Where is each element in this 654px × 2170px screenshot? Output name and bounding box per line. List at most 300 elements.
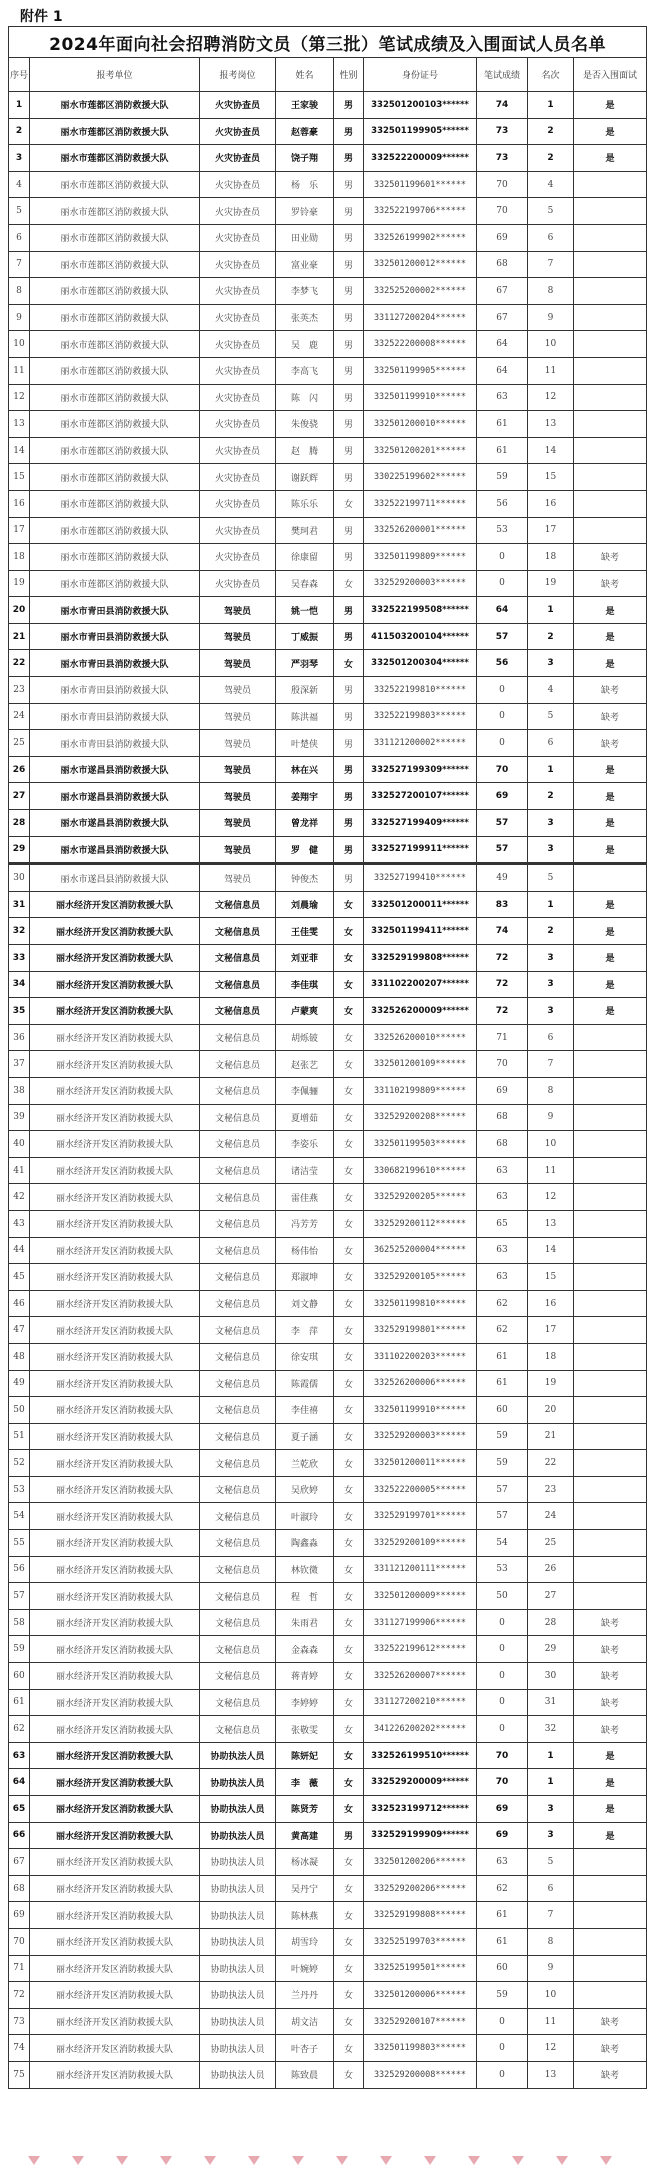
- cell-rank: 8: [528, 1928, 574, 1955]
- cell-gender: 女: [334, 1237, 364, 1264]
- cell-rank: 18: [528, 544, 574, 571]
- cell-unit: 丽水市莲都区消防救援大队: [30, 251, 200, 278]
- cell-rank: 8: [528, 1077, 574, 1104]
- cell-rank: 10: [528, 331, 574, 358]
- title-row: [9, 27, 647, 58]
- cell-score: 72: [477, 945, 528, 972]
- cell-shortlisted: 缺考: [574, 1663, 647, 1690]
- cell-score: 64: [477, 357, 528, 384]
- cell-id: 330682199610******: [364, 1157, 477, 1184]
- cell-position: 协助执法人员: [200, 1822, 276, 1849]
- cell-position: 协助执法人员: [200, 1769, 276, 1796]
- cell-index: 32: [9, 918, 30, 945]
- cell-name: 杨冰凝: [276, 1849, 334, 1876]
- cell-shortlisted: [574, 1210, 647, 1237]
- cell-name: 赵张艺: [276, 1051, 334, 1078]
- cell-rank: 3: [528, 971, 574, 998]
- cell-id: 332501199503******: [364, 1131, 477, 1158]
- cell-name: 夏增茹: [276, 1104, 334, 1131]
- cell-gender: 女: [334, 570, 364, 597]
- cell-id: 331127199906******: [364, 1609, 477, 1636]
- cell-position: 文秘信息员: [200, 1210, 276, 1237]
- cell-id: 332522199810******: [364, 677, 477, 704]
- cell-unit: 丽水经济开发区消防救援大队: [30, 998, 200, 1025]
- cell-position: 文秘信息员: [200, 1051, 276, 1078]
- cell-shortlisted: 是: [574, 1796, 647, 1823]
- cell-rank: 15: [528, 464, 574, 491]
- cell-position: 火灾协查员: [200, 411, 276, 438]
- cell-gender: 男: [334, 730, 364, 757]
- table-row: [9, 1051, 647, 1078]
- cell-unit: 丽水经济开发区消防救援大队: [30, 1742, 200, 1769]
- cell-name: 郑淑坤: [276, 1264, 334, 1291]
- cell-shortlisted: 是: [574, 145, 647, 172]
- cell-shortlisted: [574, 171, 647, 198]
- cell-score: 61: [477, 1928, 528, 1955]
- cell-rank: 12: [528, 2035, 574, 2062]
- cell-rank: 4: [528, 677, 574, 704]
- cell-shortlisted: 缺考: [574, 1636, 647, 1663]
- cell-position: 驾驶员: [200, 677, 276, 704]
- table-row: [9, 1822, 647, 1849]
- cell-gender: 女: [334, 2061, 364, 2088]
- cell-shortlisted: 缺考: [574, 570, 647, 597]
- cell-rank: 12: [528, 384, 574, 411]
- cell-score: 70: [477, 1742, 528, 1769]
- cell-name: 李婷婷: [276, 1689, 334, 1716]
- cell-score: 0: [477, 677, 528, 704]
- cell-rank: 6: [528, 1024, 574, 1051]
- cell-shortlisted: [574, 1077, 647, 1104]
- cell-id: 332501200009******: [364, 1583, 477, 1610]
- cell-unit: 丽水经济开发区消防救援大队: [30, 1530, 200, 1557]
- cell-index: 44: [9, 1237, 30, 1264]
- cell-name: 雷佳燕: [276, 1184, 334, 1211]
- cell-shortlisted: [574, 1157, 647, 1184]
- cell-shortlisted: [574, 411, 647, 438]
- cell-id: 332526200001******: [364, 517, 477, 544]
- cell-gender: 男: [334, 278, 364, 305]
- cell-id: 332522199508******: [364, 597, 477, 624]
- cell-score: 61: [477, 411, 528, 438]
- table-row: [9, 357, 647, 384]
- cell-unit: 丽水经济开发区消防救援大队: [30, 1902, 200, 1929]
- cell-id: 332527199911******: [364, 836, 477, 864]
- cell-unit: 丽水市莲都区消防救援大队: [30, 304, 200, 331]
- cell-name: 刘文静: [276, 1290, 334, 1317]
- cell-position: 文秘信息员: [200, 1503, 276, 1530]
- cell-score: 67: [477, 304, 528, 331]
- table-row: [9, 1796, 647, 1823]
- cell-gender: 男: [334, 517, 364, 544]
- cell-name: 严羽琴: [276, 650, 334, 677]
- cell-name: 樊珂君: [276, 517, 334, 544]
- cell-index: 73: [9, 2008, 30, 2035]
- cell-unit: 丽水经济开发区消防救援大队: [30, 1982, 200, 2009]
- cell-rank: 7: [528, 251, 574, 278]
- cell-id: 332522200009******: [364, 145, 477, 172]
- cell-rank: 22: [528, 1450, 574, 1477]
- cell-shortlisted: 是: [574, 597, 647, 624]
- cell-gender: 女: [334, 998, 364, 1025]
- cell-gender: 女: [334, 945, 364, 972]
- table-row: [9, 1343, 647, 1370]
- cell-index: 43: [9, 1210, 30, 1237]
- decoration-triangle: [424, 2156, 436, 2165]
- cell-name: 陈贤芳: [276, 1796, 334, 1823]
- cell-position: 火灾协查员: [200, 278, 276, 305]
- cell-shortlisted: 缺考: [574, 2008, 647, 2035]
- cell-score: 69: [477, 1077, 528, 1104]
- cell-unit: 丽水市青田县消防救援大队: [30, 650, 200, 677]
- cell-index: 12: [9, 384, 30, 411]
- cell-gender: 男: [334, 1822, 364, 1849]
- cell-gender: 男: [334, 331, 364, 358]
- cell-unit: 丽水经济开发区消防救援大队: [30, 2035, 200, 2062]
- cell-score: 74: [477, 92, 528, 119]
- cell-id: 332501200201******: [364, 437, 477, 464]
- cell-score: 56: [477, 650, 528, 677]
- cell-shortlisted: [574, 1583, 647, 1610]
- cell-shortlisted: 是: [574, 783, 647, 810]
- cell-index: 61: [9, 1689, 30, 1716]
- cell-position: 文秘信息员: [200, 1343, 276, 1370]
- table-row: [9, 198, 647, 225]
- cell-name: 王佳雯: [276, 918, 334, 945]
- decoration-triangle: [512, 2156, 524, 2165]
- cell-position: 协助执法人员: [200, 1742, 276, 1769]
- cell-gender: 男: [334, 464, 364, 491]
- cell-index: 64: [9, 1769, 30, 1796]
- cell-gender: 男: [334, 145, 364, 172]
- cell-name: 钟俊杰: [276, 864, 334, 892]
- table-row: [9, 1131, 647, 1158]
- cell-unit: 丽水经济开发区消防救援大队: [30, 1583, 200, 1610]
- cell-id: 331127200204******: [364, 304, 477, 331]
- cell-unit: 丽水市青田县消防救援大队: [30, 623, 200, 650]
- cell-position: 驾驶员: [200, 703, 276, 730]
- table-row: [9, 145, 647, 172]
- cell-index: 57: [9, 1583, 30, 1610]
- cell-position: 火灾协查员: [200, 118, 276, 145]
- cell-score: 0: [477, 1689, 528, 1716]
- cell-index: 60: [9, 1663, 30, 1690]
- cell-position: 文秘信息员: [200, 1636, 276, 1663]
- col-header-gender: 性别: [334, 58, 364, 92]
- cell-shortlisted: 是: [574, 623, 647, 650]
- cell-rank: 9: [528, 1955, 574, 1982]
- cell-position: 文秘信息员: [200, 1583, 276, 1610]
- cell-score: 50: [477, 1583, 528, 1610]
- cell-unit: 丽水经济开发区消防救援大队: [30, 1131, 200, 1158]
- cell-shortlisted: [574, 1237, 647, 1264]
- cell-unit: 丽水经济开发区消防救援大队: [30, 1796, 200, 1823]
- cell-name: 赵蓉豪: [276, 118, 334, 145]
- cell-position: 协助执法人员: [200, 1928, 276, 1955]
- cell-unit: 丽水经济开发区消防救援大队: [30, 1769, 200, 1796]
- cell-rank: 3: [528, 945, 574, 972]
- cell-id: 332527199409******: [364, 810, 477, 837]
- cell-position: 协助执法人员: [200, 1875, 276, 1902]
- cell-gender: 女: [334, 891, 364, 918]
- decoration-triangle: [468, 2156, 480, 2165]
- cell-index: 69: [9, 1902, 30, 1929]
- cell-gender: 女: [334, 1583, 364, 1610]
- cell-index: 24: [9, 703, 30, 730]
- table-row: [9, 1157, 647, 1184]
- cell-name: 殷深新: [276, 677, 334, 704]
- cell-index: 63: [9, 1742, 30, 1769]
- cell-unit: 丽水市遂昌县消防救援大队: [30, 756, 200, 783]
- table-row: [9, 570, 647, 597]
- cell-name: 陈洪福: [276, 703, 334, 730]
- cell-score: 0: [477, 703, 528, 730]
- cell-id: 332526200007******: [364, 1663, 477, 1690]
- cell-position: 火灾协查员: [200, 171, 276, 198]
- cell-name: 程 哲: [276, 1583, 334, 1610]
- cell-name: 胡烁铍: [276, 1024, 334, 1051]
- cell-unit: 丽水经济开发区消防救援大队: [30, 1928, 200, 1955]
- cell-gender: 女: [334, 971, 364, 998]
- cell-score: 70: [477, 1051, 528, 1078]
- cell-name: 蒋青婷: [276, 1663, 334, 1690]
- cell-gender: 男: [334, 810, 364, 837]
- cell-shortlisted: [574, 1982, 647, 2009]
- cell-score: 61: [477, 1343, 528, 1370]
- cell-score: 63: [477, 1264, 528, 1291]
- cell-index: 70: [9, 1928, 30, 1955]
- cell-index: 74: [9, 2035, 30, 2062]
- table-row: [9, 597, 647, 624]
- cell-gender: 女: [334, 1051, 364, 1078]
- cell-unit: 丽水经济开发区消防救援大队: [30, 2008, 200, 2035]
- cell-index: 11: [9, 357, 30, 384]
- cell-rank: 3: [528, 810, 574, 837]
- col-header-rank: 名次: [528, 58, 574, 92]
- table-row: [9, 1982, 647, 2009]
- cell-position: 火灾协查员: [200, 331, 276, 358]
- cell-name: 兰乾欣: [276, 1450, 334, 1477]
- cell-shortlisted: 是: [574, 918, 647, 945]
- cell-score: 71: [477, 1024, 528, 1051]
- cell-id: 332501200304******: [364, 650, 477, 677]
- table-row: [9, 118, 647, 145]
- cell-score: 63: [477, 384, 528, 411]
- cell-position: 文秘信息员: [200, 998, 276, 1025]
- cell-gender: 男: [334, 437, 364, 464]
- cell-name: 徐安琪: [276, 1343, 334, 1370]
- table-row: [9, 544, 647, 571]
- cell-id: 332522200005******: [364, 1476, 477, 1503]
- cell-index: 49: [9, 1370, 30, 1397]
- cell-unit: 丽水市莲都区消防救援大队: [30, 384, 200, 411]
- cell-shortlisted: 缺考: [574, 1689, 647, 1716]
- cell-name: 朱俊骁: [276, 411, 334, 438]
- table-row: [9, 1902, 647, 1929]
- cell-score: 0: [477, 1716, 528, 1743]
- cell-name: 吴 鹿: [276, 331, 334, 358]
- cell-unit: 丽水经济开发区消防救援大队: [30, 1450, 200, 1477]
- cell-rank: 2: [528, 118, 574, 145]
- table-row: [9, 517, 647, 544]
- table-row: [9, 331, 647, 358]
- cell-unit: 丽水经济开发区消防救援大队: [30, 2061, 200, 2088]
- cell-shortlisted: [574, 1131, 647, 1158]
- cell-name: 杨 乐: [276, 171, 334, 198]
- cell-gender: 女: [334, 1955, 364, 1982]
- cell-shortlisted: [574, 1317, 647, 1344]
- cell-gender: 男: [334, 623, 364, 650]
- table-row: [9, 650, 647, 677]
- cell-unit: 丽水经济开发区消防救援大队: [30, 1716, 200, 1743]
- cell-rank: 11: [528, 2008, 574, 2035]
- cell-score: 68: [477, 1104, 528, 1131]
- cell-name: 富业豪: [276, 251, 334, 278]
- cell-index: 19: [9, 570, 30, 597]
- table-row: [9, 1689, 647, 1716]
- cell-unit: 丽水市莲都区消防救援大队: [30, 278, 200, 305]
- cell-gender: 女: [334, 1397, 364, 1424]
- cell-position: 协助执法人员: [200, 1902, 276, 1929]
- cell-position: 火灾协查员: [200, 437, 276, 464]
- cell-shortlisted: [574, 1875, 647, 1902]
- cell-index: 53: [9, 1476, 30, 1503]
- header-row: [9, 58, 647, 92]
- cell-unit: 丽水经济开发区消防救援大队: [30, 1609, 200, 1636]
- cell-unit: 丽水经济开发区消防救援大队: [30, 1822, 200, 1849]
- cell-gender: 女: [334, 650, 364, 677]
- table-row: [9, 384, 647, 411]
- cell-index: 56: [9, 1556, 30, 1583]
- cell-position: 文秘信息员: [200, 1450, 276, 1477]
- cell-gender: 女: [334, 1556, 364, 1583]
- decoration-triangle: [380, 2156, 392, 2165]
- cell-shortlisted: [574, 1024, 647, 1051]
- cell-unit: 丽水市遂昌县消防救援大队: [30, 783, 200, 810]
- cell-gender: 男: [334, 836, 364, 864]
- cell-rank: 5: [528, 864, 574, 892]
- cell-shortlisted: [574, 251, 647, 278]
- cell-rank: 13: [528, 1210, 574, 1237]
- cell-unit: 丽水市青田县消防救援大队: [30, 677, 200, 704]
- cell-score: 63: [477, 1184, 528, 1211]
- cell-gender: 女: [334, 1264, 364, 1291]
- cell-position: 火灾协查员: [200, 357, 276, 384]
- cell-score: 59: [477, 1982, 528, 2009]
- cell-score: 59: [477, 1423, 528, 1450]
- cell-rank: 13: [528, 411, 574, 438]
- cell-unit: 丽水市青田县消防救援大队: [30, 597, 200, 624]
- table-row: [9, 92, 647, 119]
- cell-id: 332501199905******: [364, 357, 477, 384]
- results-table: [8, 26, 647, 2089]
- cell-gender: 女: [334, 1663, 364, 1690]
- cell-rank: 3: [528, 1822, 574, 1849]
- cell-shortlisted: [574, 1423, 647, 1450]
- cell-unit: 丽水经济开发区消防救援大队: [30, 1051, 200, 1078]
- cell-gender: 女: [334, 2008, 364, 2035]
- cell-id: 332501200006******: [364, 1982, 477, 2009]
- cell-index: 6: [9, 224, 30, 251]
- cell-rank: 31: [528, 1689, 574, 1716]
- cell-rank: 21: [528, 1423, 574, 1450]
- cell-position: 驾驶员: [200, 756, 276, 783]
- cell-id: 332526199510******: [364, 1742, 477, 1769]
- cell-shortlisted: [574, 1955, 647, 1982]
- cell-score: 57: [477, 1503, 528, 1530]
- cell-name: 林在兴: [276, 756, 334, 783]
- cell-index: 9: [9, 304, 30, 331]
- cell-unit: 丽水经济开发区消防救援大队: [30, 1663, 200, 1690]
- cell-index: 37: [9, 1051, 30, 1078]
- cell-unit: 丽水市莲都区消防救援大队: [30, 437, 200, 464]
- cell-position: 文秘信息员: [200, 918, 276, 945]
- cell-score: 53: [477, 1556, 528, 1583]
- table-row: [9, 1317, 647, 1344]
- cell-index: 1: [9, 92, 30, 119]
- cell-index: 30: [9, 864, 30, 892]
- decoration-triangle: [72, 2156, 84, 2165]
- cell-id: 332529200109******: [364, 1530, 477, 1557]
- cell-gender: 女: [334, 1290, 364, 1317]
- cell-index: 3: [9, 145, 30, 172]
- cell-rank: 2: [528, 145, 574, 172]
- cell-id: 332501200012******: [364, 251, 477, 278]
- cell-shortlisted: 缺考: [574, 703, 647, 730]
- cell-id: 331102200207******: [364, 971, 477, 998]
- cell-unit: 丽水经济开发区消防救援大队: [30, 1184, 200, 1211]
- cell-unit: 丽水经济开发区消防救援大队: [30, 971, 200, 998]
- col-header-score: 笔试成绩: [477, 58, 528, 92]
- cell-name: 李姿乐: [276, 1131, 334, 1158]
- cell-index: 54: [9, 1503, 30, 1530]
- cell-gender: 女: [334, 1902, 364, 1929]
- cell-id: 332529200009******: [364, 1769, 477, 1796]
- cell-unit: 丽水经济开发区消防救援大队: [30, 945, 200, 972]
- cell-name: 姜翔宇: [276, 783, 334, 810]
- cell-unit: 丽水市遂昌县消防救援大队: [30, 810, 200, 837]
- cell-shortlisted: 缺考: [574, 1716, 647, 1743]
- cell-position: 协助执法人员: [200, 2008, 276, 2035]
- cell-unit: 丽水经济开发区消防救援大队: [30, 1290, 200, 1317]
- cell-position: 火灾协查员: [200, 224, 276, 251]
- cell-shortlisted: 是: [574, 756, 647, 783]
- cell-id: 332529199808******: [364, 945, 477, 972]
- cell-id: 332522199803******: [364, 703, 477, 730]
- cell-score: 53: [477, 517, 528, 544]
- table-row: [9, 623, 647, 650]
- cell-gender: 女: [334, 918, 364, 945]
- cell-shortlisted: [574, 278, 647, 305]
- cell-gender: 男: [334, 783, 364, 810]
- cell-score: 60: [477, 1397, 528, 1424]
- cell-name: 朱雨君: [276, 1609, 334, 1636]
- cell-rank: 23: [528, 1476, 574, 1503]
- table-row: [9, 1849, 647, 1876]
- cell-rank: 2: [528, 623, 574, 650]
- cell-rank: 1: [528, 597, 574, 624]
- cell-rank: 30: [528, 1663, 574, 1690]
- cell-rank: 11: [528, 357, 574, 384]
- cell-id: 331127200210******: [364, 1689, 477, 1716]
- cell-rank: 5: [528, 703, 574, 730]
- cell-index: 14: [9, 437, 30, 464]
- cell-position: 文秘信息员: [200, 1264, 276, 1291]
- cell-score: 73: [477, 145, 528, 172]
- cell-shortlisted: [574, 1902, 647, 1929]
- cell-score: 73: [477, 118, 528, 145]
- cell-gender: 女: [334, 1131, 364, 1158]
